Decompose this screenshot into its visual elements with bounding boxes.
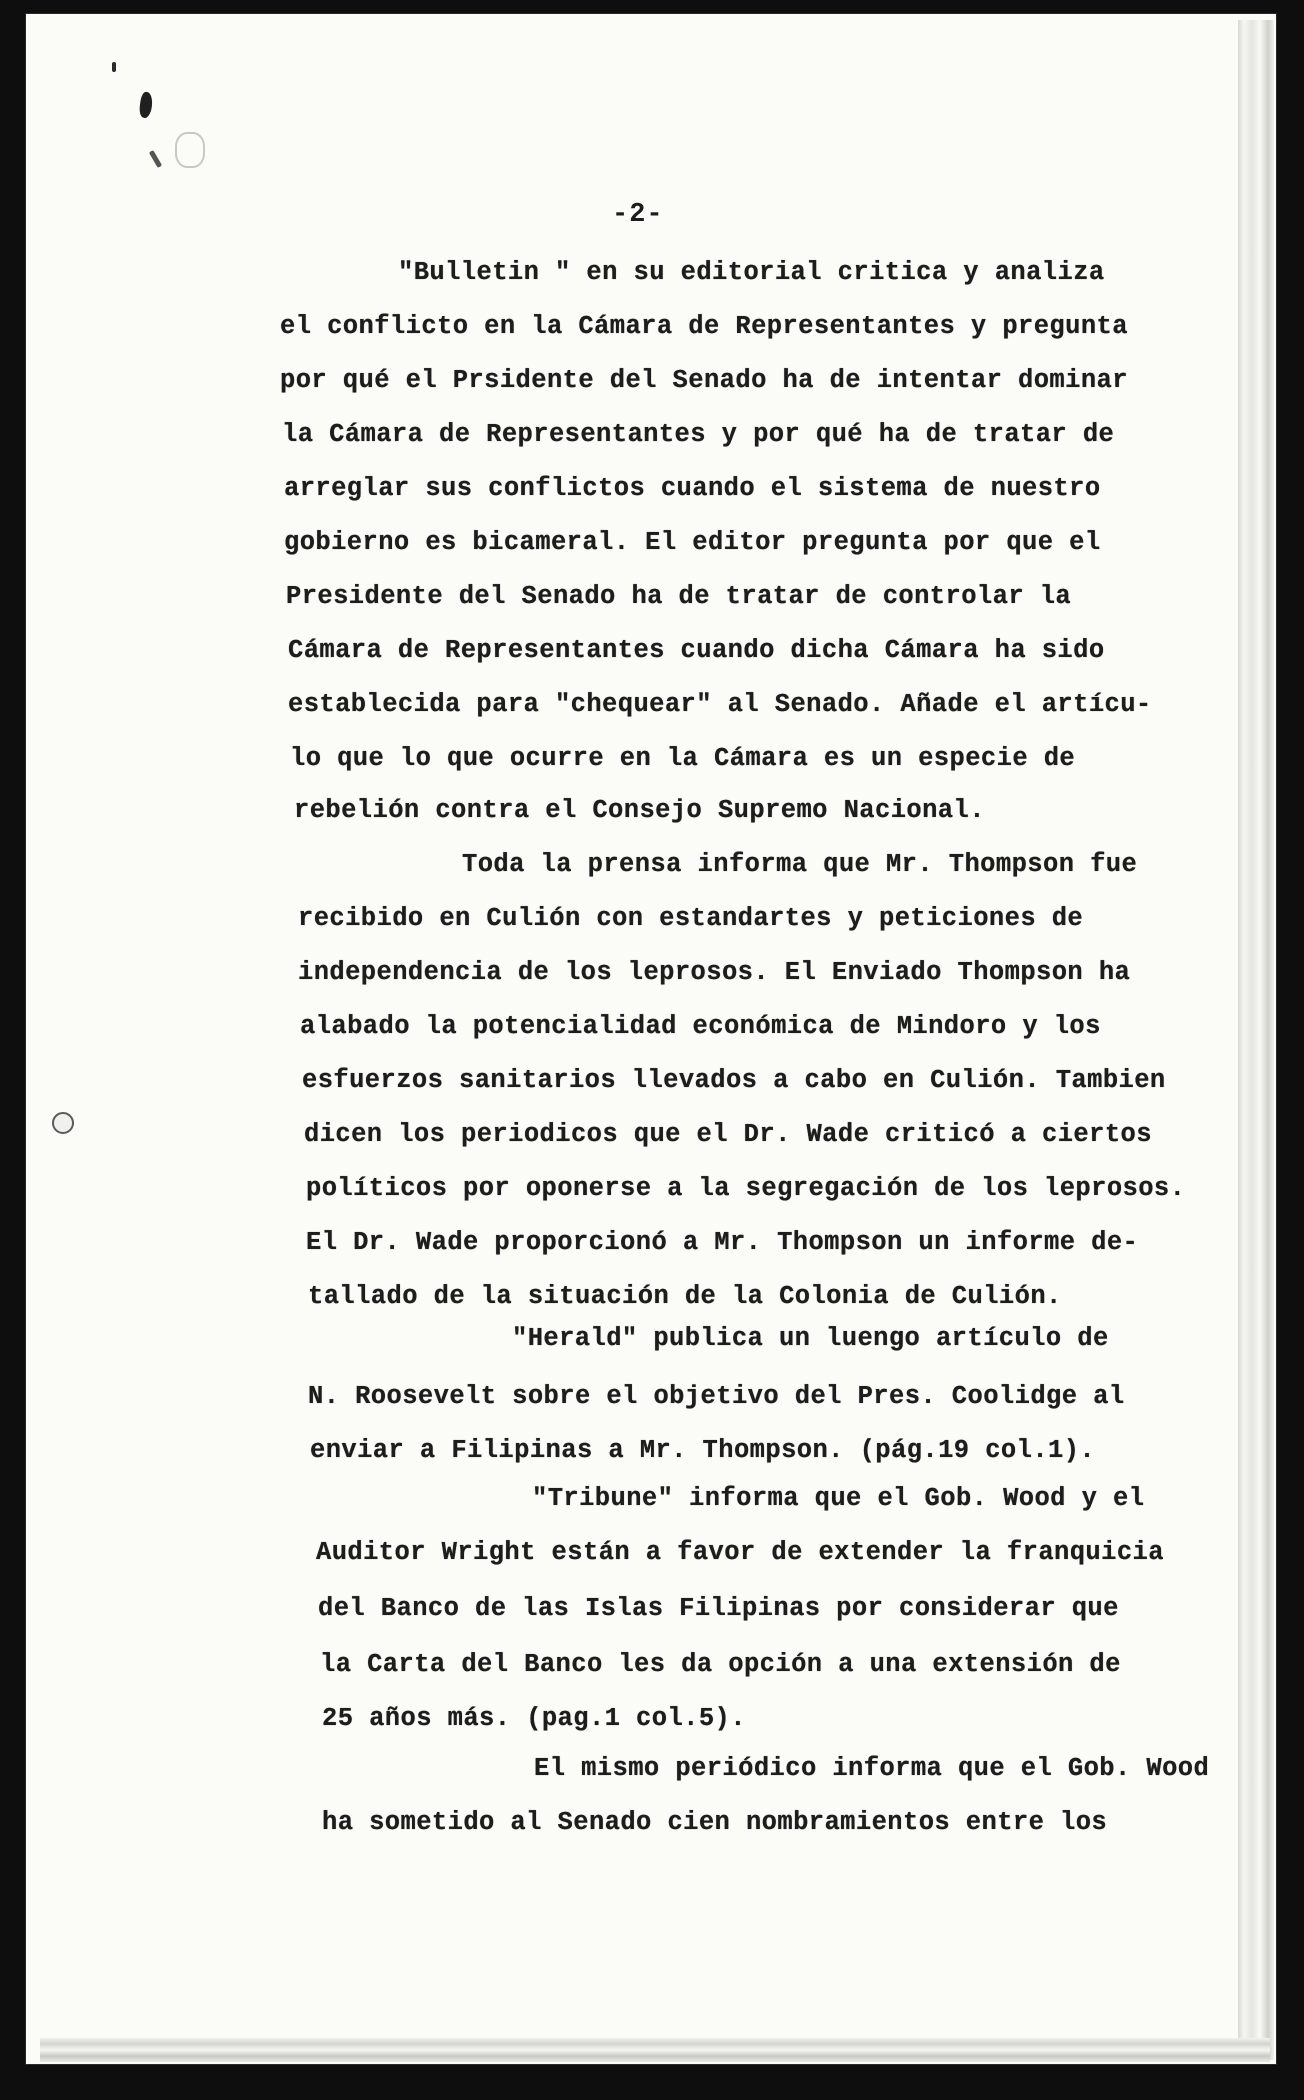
text-line: recibido en Culión con estandartes y peticiones de: [298, 904, 1084, 933]
text-line: alabado la potencialidad económica de Mindoro y los: [300, 1012, 1101, 1041]
text-line: ha sometido al Senado cien nombramientos entre los: [322, 1808, 1108, 1837]
text-line: N. Roosevelt sobre el objetivo del Pres. Coolidge al: [308, 1382, 1125, 1411]
page-number: -2-: [612, 200, 664, 230]
text-line: arreglar sus conflictos cuando el sistema de nuestro: [284, 474, 1101, 503]
text-line: Cámara de Representantes cuando dicha Cámara ha sido: [288, 636, 1105, 665]
ink-speck: [112, 62, 116, 72]
faded-mark: [175, 132, 205, 168]
text-line: Presidente del Senado ha de tratar de controlar la: [286, 582, 1072, 611]
text-line: tallado de la situación de la Colonia de Culión.: [308, 1282, 1062, 1311]
text-line: el conflicto en la Cámara de Representantes y pregunta: [280, 312, 1128, 341]
text-line: del Banco de las Islas Filipinas por considerar que: [318, 1594, 1119, 1623]
text-line: "Herald" publica un luengo artículo de: [512, 1324, 1109, 1353]
text-line: por qué el Prsidente del Senado ha de intentar dominar: [280, 366, 1128, 395]
text-line: lo que lo que ocurre en la Cámara es un especie de: [290, 744, 1076, 773]
text-line: rebelión contra el Consejo Supremo Nacional.: [294, 796, 985, 825]
punch-hole: [52, 1112, 74, 1134]
text-line: esfuerzos sanitarios llevados a cabo en Culión. Tambien: [302, 1066, 1166, 1095]
text-line: "Tribune" informa que el Gob. Wood y el: [532, 1484, 1145, 1513]
text-line: la Cámara de Representantes y por qué ha de tratar de: [282, 420, 1115, 449]
text-line: El Dr. Wade proporcionó a Mr. Thompson un informe de-: [306, 1228, 1139, 1257]
text-line: políticos por oponerse a la segregación de los leprosos.: [306, 1174, 1186, 1203]
paper-stack-edge-bottom: [40, 2038, 1270, 2062]
text-line: Toda la prensa informa que Mr. Thompson fue: [462, 850, 1138, 879]
text-line: establecida para "chequear" al Senado. Añade el artícu-: [288, 690, 1152, 719]
paper-stack-edge-right: [1238, 20, 1274, 2060]
text-line: gobierno es bicameral. El editor pregunta por que el: [284, 528, 1101, 557]
text-line: El mismo periódico informa que el Gob. Wood: [534, 1754, 1210, 1783]
text-line: independencia de los leprosos. El Enviado Thompson ha: [298, 958, 1131, 987]
text-line: 25 años más. (pag.1 col.5).: [322, 1704, 746, 1733]
text-line: "Bulletin " en su editorial critica y analiza: [398, 258, 1105, 287]
text-line: enviar a Filipinas a Mr. Thompson. (pág.19 col.1).: [310, 1436, 1096, 1465]
text-line: dicen los periodicos que el Dr. Wade criticó a ciertos: [304, 1120, 1152, 1149]
text-line: Auditor Wright están a favor de extender la franquicia: [316, 1538, 1164, 1567]
text-line: la Carta del Banco les da opción a una extensión de: [320, 1650, 1121, 1679]
